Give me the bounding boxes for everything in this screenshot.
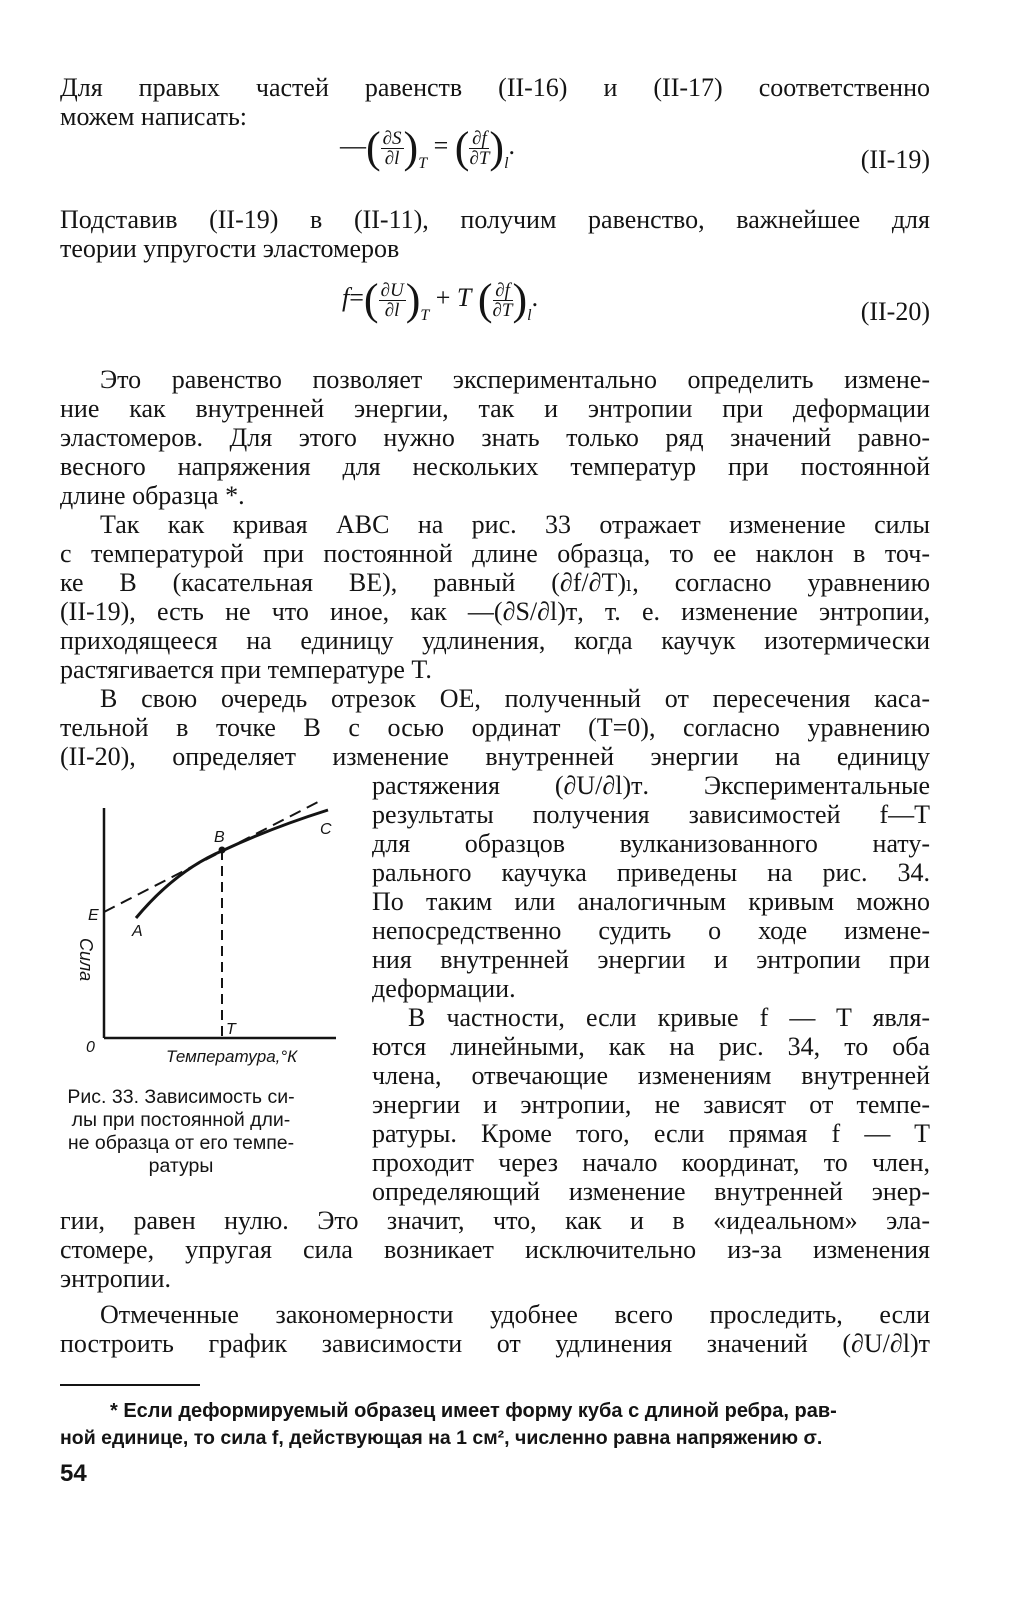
figure-caption [56,1086,306,1178]
point-b [219,847,226,854]
text-line: стомере, упругая сила возникает исключительно из-за изменения [60,1235,930,1264]
y-axis-label: Сила [76,938,96,982]
eq-numerator: ∂f [469,129,489,149]
text-line: построить график зависимости от удлинения значений (∂U/∂l)ᴛ [60,1329,930,1358]
eq-numerator: ∂U [380,279,404,301]
text-line: энергии и энтропии, не зависят от темпе- [372,1090,930,1119]
text-line: весного напряжения для нескольких температур при постоянной [60,452,930,481]
eq-denominator: ∂l [384,147,400,169]
eq-fraction [379,281,406,320]
equation-ii-19 [340,123,516,179]
text-line: В свою очередь отрезок OE, полученный от пересечения каса- [100,684,930,713]
eq-paren: ( [363,275,379,324]
footnote-line: ной единице, то сила f, действующая на 1 см², численно равна напряжению σ. [60,1427,823,1449]
text-line: Так как кривая ABC на рис. 33 отражает изменение силы [100,510,930,539]
eq-subscript: T [418,154,428,172]
text-line: для образцов вулканизованного нату- [372,829,930,858]
eq-numerator: ∂S [382,127,402,149]
eq-denominator: ∂l [384,299,400,321]
x-axis-label: Температура,°К [166,1047,298,1066]
label-origin: 0 [86,1039,95,1056]
curve-abc [136,810,328,918]
text-line: энтропии. [60,1264,171,1293]
eq-numerator: ∂f [493,281,513,301]
text-line: Для правых частей равенств (II-16) и (II-17) соответственно [60,73,930,102]
text-line: тельной в точке B с осью ординат (T=0), согласно уравнению [60,713,930,742]
eq-subscript: T [420,306,430,324]
text-line: проходит через начало координат, то член, [372,1148,930,1177]
eq-paren: ) [405,275,421,324]
text-line: можем написать: [60,102,248,131]
text-line: Подставив (II-19) в (II-11), получим равенство, важнейшее для [60,205,930,234]
page-number: 54 [60,1460,87,1487]
caption-line: ратуры [148,1155,214,1177]
text-line: гии, равен нулю. Это значит, что, как и в «идеальном» эла- [60,1206,930,1235]
eq-paren: ) [403,123,419,172]
eq-fraction [493,281,513,320]
text-line: рального каучука приведены на рис. 34. [372,858,930,887]
eq-denominator: ∂T [492,299,513,321]
footnote-line: * Если деформируемый образец имеет форму куба с длиной ребра, рав- [110,1400,837,1422]
eq-paren: ) [512,275,528,324]
eq-paren: ( [477,275,493,324]
text-line: длине образца *. [60,481,245,510]
footnote-rule [60,1384,200,1386]
text-line: По таким или аналогичным кривым можно [372,887,930,916]
caption-line: Рис. 33. Зависимость си- [67,1086,295,1108]
eq-fraction [381,129,404,168]
label-t: T [226,1021,236,1038]
eq-subscript: l [527,306,532,324]
eq-equals: = [349,282,364,312]
eq-period: . [531,282,539,312]
caption-line: лы при постоянной дли- [71,1109,291,1131]
figure-33 [56,790,356,1080]
text-line: с температурой при постоянной длине образца, то ее наклон в точ- [60,539,930,568]
text-line: члена, отвечающие изменениям внутренней [372,1061,930,1090]
text-line: ратуры. Кроме того, если прямая f — T [372,1119,930,1148]
eq-denominator: ∂T [469,147,490,169]
text-line: В частности, если кривые f — T явля- [408,1003,930,1032]
text-line: ке B (касательная BE), равный (∂f/∂T)ₗ, согласно уравнению [60,568,930,597]
text-line: приходящееся на единицу удлинения, когда каучук изотермически [60,626,930,655]
text-line: растяжения (∂U/∂l)ᴛ. Экспериментальные [372,771,930,800]
text-line: ние как внутренней энергии, так и энтропии при деформации [60,394,930,423]
equation-number: (II-19) [860,145,930,174]
text-line: деформации. [372,974,516,1003]
label-b: B [214,829,225,846]
text-line: результаты получения зависимостей f—T [372,800,930,829]
text-line: определяющий изменение внутренней энер- [372,1177,930,1206]
equation-ii-20 [342,275,539,331]
eq-paren: ( [366,123,381,172]
label-e: E [88,907,99,924]
text-line: (II-19), есть не что иное, как —(∂S/∂l)ᴛ, т. е. изменение энтропии, [60,597,930,626]
eq-equals: = [433,130,449,160]
caption-line: не образца от его темпе- [67,1132,295,1154]
eq-temperature: T [456,282,472,312]
text-line: теории упругости эластомеров [60,234,400,263]
text-line: растягивается при температуре T. [60,655,432,684]
label-a: A [132,923,143,940]
text-line: (II-20), определяет изменение внутренней энергии на единицу [60,742,930,771]
text-line: ются линейными, как на рис. 34, то оба [372,1032,930,1061]
text-line: Отмеченные закономерности удобнее всего проследить, если [100,1300,930,1329]
label-c: C [320,821,332,838]
eq-plus: + [435,282,451,312]
equation-number: (II-20) [860,297,930,326]
eq-minus: — [340,130,366,160]
text-line: непосредственно судить о ходе измене- [372,916,930,945]
text-line: Это равенство позволяет экспериментально определить измене- [100,365,930,394]
eq-subscript: l [504,154,509,172]
eq-lhs: f [342,282,350,312]
eq-fraction [469,129,489,168]
eq-paren: ) [489,123,505,172]
text-line: ния внутренней энергии и энтропии при [372,945,930,974]
eq-paren: ( [454,123,470,172]
text-line: эластомеров. Для этого нужно знать только ряд значений равно- [60,423,930,452]
eq-period: . [508,130,516,160]
